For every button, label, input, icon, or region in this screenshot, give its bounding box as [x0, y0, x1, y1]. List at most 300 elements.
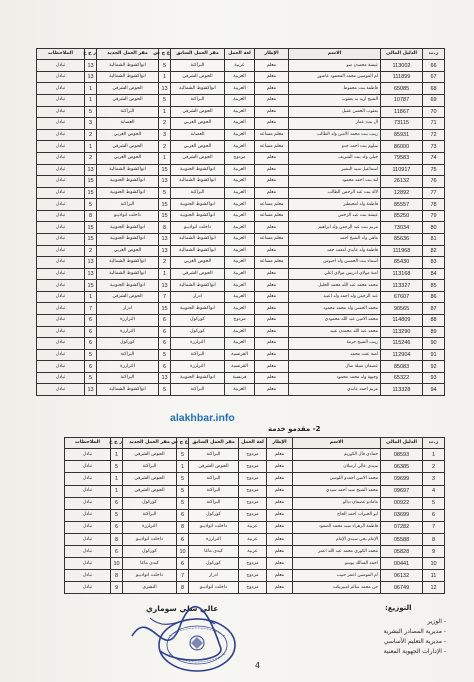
table-cell: 79: [423, 210, 445, 222]
table-cell: 87: [423, 303, 445, 315]
table-cell: 13: [159, 83, 171, 95]
table-cell: 113168: [381, 268, 423, 280]
table-cell: تبادل: [37, 280, 85, 292]
table-cell: العربية: [225, 95, 255, 107]
table-cell: 85430: [381, 257, 423, 269]
table-cell: العربية: [225, 199, 255, 211]
table-cell: 113002: [381, 60, 423, 72]
table-cell: الحوض الغربي: [171, 118, 225, 130]
table-cell: مزدوج: [239, 461, 267, 473]
table-cell: فاطمة الزهراء سيد محمد الصعود: [293, 521, 381, 533]
table-cell: 15: [159, 303, 171, 315]
table-cell: معلم: [255, 176, 289, 188]
table-cell: 08593: [381, 449, 423, 461]
table-cell: 89: [423, 326, 445, 338]
table-row: [37, 384, 445, 396]
table-cell: 8: [177, 521, 189, 533]
table-cell: 1: [85, 83, 97, 95]
table-cell: 94: [423, 384, 445, 396]
table-cell: انواكشوط الجنوبية: [97, 222, 159, 234]
table-cell: محمد عبد الله محمدن عبيد: [289, 326, 381, 338]
table-cell: الحوض الشرقي: [171, 71, 225, 83]
table-cell: فاطمة بنت محفوظ: [289, 83, 381, 95]
table-cell: انواكشوط الشمالية: [171, 83, 225, 95]
table-cell: تبادل: [37, 222, 85, 234]
table-cell: الحوض الشرقي: [123, 449, 177, 461]
table-cell: تبادل: [37, 187, 85, 199]
table-cell: معلم: [255, 315, 289, 327]
table-cell: انواكشوط الجنوبية: [97, 187, 159, 199]
table-cell: انواكشوط الشمالية: [97, 60, 159, 72]
table-cell: تبادل: [37, 361, 85, 373]
table-cell: تبادل: [65, 546, 111, 558]
table-cell: تبادل: [37, 315, 85, 327]
table-cell: 6: [159, 326, 171, 338]
table-cell: معلم: [267, 473, 293, 485]
table-cell: 2: [159, 257, 171, 269]
table-cell: الفرنسية: [225, 361, 255, 373]
table-cell: 115246: [381, 338, 423, 350]
table-cell: 1: [423, 449, 445, 461]
table-cell: 73115: [381, 118, 423, 130]
table-cell: 71: [423, 118, 445, 130]
table-cell: انواكشوط الجنوبية: [97, 233, 159, 245]
table-cell: 77: [423, 187, 445, 199]
table-cell: تبادل: [65, 473, 111, 485]
table-cell: 7: [85, 303, 97, 315]
table-cell: 6: [111, 546, 123, 558]
column-header: لغة العمل: [239, 438, 267, 449]
table-cell: معلم: [255, 384, 289, 396]
table-cell: 6: [177, 558, 189, 570]
table-cell: معلم: [267, 558, 293, 570]
table-cell: العربية: [225, 233, 255, 245]
table-cell: 2: [85, 152, 97, 164]
table-cell: معلم: [255, 222, 289, 234]
table-row: [65, 533, 445, 545]
table-cell: تبادل: [37, 141, 85, 153]
table-cell: العربية: [225, 384, 255, 396]
table-cell: تبادل: [37, 95, 85, 107]
table-cell: 12892: [381, 187, 423, 199]
table-cell: ام المومنين محمد المحمود عاشور: [289, 71, 381, 83]
table-cell: تبادل: [37, 176, 85, 188]
table-cell: لنة بنت احمد محمود: [289, 176, 381, 188]
table-cell: 85557: [381, 199, 423, 211]
table-cell: مريم بنت عبد الرحمن ولد ابراهيم: [289, 222, 381, 234]
table-cell: الحوض الشرقي: [97, 83, 159, 95]
table-cell: عيشة بنت عبد الرحمن: [289, 210, 381, 222]
table-cell: مزدوج: [239, 449, 267, 461]
table-cell: 15: [159, 199, 171, 211]
table-cell: 111899: [381, 71, 423, 83]
table-cell: عصمان سيلة صال: [289, 361, 381, 373]
table-cell: تبادل: [65, 449, 111, 461]
table-cell: 8: [177, 582, 189, 594]
table-cell: 13: [85, 164, 97, 176]
table-row: [37, 152, 445, 164]
table-cell: 1: [111, 473, 123, 485]
column-header: ع ج س: [159, 49, 171, 60]
table-cell: 13: [159, 372, 171, 384]
table-cell: تبادل: [37, 303, 85, 315]
signature-icon: [120, 596, 240, 676]
table-cell: معلم: [255, 83, 289, 95]
column-header: ر ج ع: [85, 49, 97, 60]
table-cell: انواكشوط الشمالية: [97, 164, 159, 176]
table-cell: العربية: [225, 118, 255, 130]
table-cell: الحوض الغربي: [97, 129, 159, 141]
table-cell: 2: [85, 129, 97, 141]
table-cell: العربية: [225, 164, 255, 176]
table-cell: كيدي ماغا: [189, 546, 239, 558]
table-cell: معلم: [255, 164, 289, 176]
table-cell: عربية: [239, 521, 267, 533]
table-cell: العربية: [225, 106, 255, 118]
table-cell: 05588: [381, 533, 423, 545]
table-cell: 82: [423, 245, 445, 257]
table-cell: مزدوج: [239, 570, 267, 582]
distribution-item: - مديرية التعليم الأساسي: [383, 638, 446, 645]
table-cell: 9: [111, 582, 123, 594]
table-cell: معلم: [255, 71, 289, 83]
table-cell: 8: [85, 210, 97, 222]
table-cell: ادرار: [97, 303, 159, 315]
table-cell: 6: [159, 315, 171, 327]
table-cell: تبادل: [65, 497, 111, 509]
table-cell: 88: [423, 315, 445, 327]
column-header: مقر العمل الجديد: [123, 438, 177, 449]
table-header-row: [37, 49, 445, 60]
table-cell: الحوض الشرقي: [97, 95, 159, 107]
table-cell: الشيخ ازيد به يعقوب: [289, 95, 381, 107]
table-cell: معلم: [255, 303, 289, 315]
table-cell: مريم احمد عابدي: [289, 384, 381, 396]
table-cell: 09697: [381, 485, 423, 497]
table-cell: الترارزة: [189, 533, 239, 545]
table-cell: 74: [423, 152, 445, 164]
table-cell: 1: [111, 449, 123, 461]
table-cell: العربية: [225, 291, 255, 303]
table-cell: كوركول: [171, 315, 225, 327]
table-cell: البراكنة: [171, 187, 225, 199]
table-cell: كيدي ماغا: [123, 558, 177, 570]
table-cell: 5: [177, 449, 189, 461]
signer-name: عالي سلي سوماري: [146, 604, 219, 613]
table-cell: معلم مساعد: [255, 129, 289, 141]
table-cell: البراكنة: [123, 509, 177, 521]
table-cell: وجيهة ولد محمد محمود: [289, 372, 381, 384]
table-cell: احمد السالك يوسو: [293, 558, 381, 570]
table-cell: 66: [423, 60, 445, 72]
distribution-item: - مديرية المصادر البشرية: [383, 628, 446, 635]
table-cell: انواكشوط الشمالية: [171, 233, 225, 245]
table-row: [37, 106, 445, 118]
table-cell: مزدوج: [239, 497, 267, 509]
transfer-table-teachers: [36, 48, 445, 396]
table-cell: انواكشوط الشمالية: [171, 280, 225, 292]
table-cell: 05828: [381, 546, 423, 558]
table-row: [65, 546, 445, 558]
table-cell: 85636: [381, 233, 423, 245]
table-cell: تبادل: [65, 461, 111, 473]
table-row: [65, 570, 445, 582]
table-cell: البراكنة: [97, 349, 159, 361]
table-cell: الترارزة: [97, 315, 159, 327]
table-cell: 1: [85, 95, 97, 107]
table-row: [37, 83, 445, 95]
table-cell: تبادل: [65, 570, 111, 582]
table-cell: تبادل: [37, 118, 85, 130]
table-cell: 5: [177, 473, 189, 485]
table-cell: عبد الرحمن ولد احمد ولد اعبيد: [289, 291, 381, 303]
table-cell: ابو الخيرات احمد الحاج: [293, 509, 381, 521]
table-cell: معلم: [255, 187, 289, 199]
table-cell: 10: [111, 558, 123, 570]
table-cell: الحوض الغربي: [171, 257, 225, 269]
table-cell: انواكشوط الجنوبية: [171, 210, 225, 222]
table-cell: 67: [423, 71, 445, 83]
table-cell: 92: [423, 361, 445, 373]
table-cell: انواكشوط الشمالية: [97, 268, 159, 280]
table-cell: فرنسية: [225, 372, 255, 384]
table-row: [37, 268, 445, 280]
table-cell: معلم: [255, 245, 289, 257]
column-header: الاسم: [289, 49, 381, 60]
table-cell: 5: [159, 349, 171, 361]
table-cell: 6: [177, 509, 189, 521]
table-cell: ادرار: [189, 570, 239, 582]
table-cell: 5: [423, 497, 445, 509]
table-cell: 15: [85, 176, 97, 188]
table-cell: 80: [423, 222, 445, 234]
table-cell: العربية: [225, 222, 255, 234]
table-cell: 13: [85, 268, 97, 280]
column-header: الملاحظات: [65, 438, 111, 449]
table-cell: 86000: [381, 141, 423, 153]
table-cell: 4: [423, 485, 445, 497]
table-cell: انواكشوط الجنوبية: [97, 176, 159, 188]
table-cell: مزدوج: [239, 473, 267, 485]
table-cell: الحوض الشرقي: [123, 485, 177, 497]
table-cell: العربية: [225, 245, 255, 257]
table-cell: التشري: [123, 582, 177, 594]
table-cell: العربية: [225, 187, 255, 199]
table-cell: 68: [423, 83, 445, 95]
table-cell: 5: [177, 485, 189, 497]
table-cell: 5: [177, 497, 189, 509]
table-cell: 03699: [381, 509, 423, 521]
table-cell: 8: [423, 533, 445, 545]
table-cell: لالة بنت عبد الرحمن الطالب: [289, 187, 381, 199]
table-cell: 3: [423, 473, 445, 485]
table-cell: الحوض الشرقي: [171, 268, 225, 280]
table-row: [37, 222, 445, 234]
transfer-table-service-providers: [64, 437, 445, 594]
column-header: مقر العمل السابق: [189, 438, 239, 449]
table-row: [37, 257, 445, 269]
table-cell: امنة مولاي ادريس مولاي اعلي: [289, 268, 381, 280]
table-cell: 113327: [381, 280, 423, 292]
table-cell: 8: [111, 533, 123, 545]
table-cell: محمد الحسن ولد محمد محمود: [289, 303, 381, 315]
table-row: [37, 187, 445, 199]
table-cell: 2: [159, 141, 171, 153]
table-cell: مامادو عصمان ديالو: [293, 497, 381, 509]
table-cell: كوركول: [123, 497, 177, 509]
table-cell: 84: [423, 268, 445, 280]
table-cell: ادرار: [171, 291, 225, 303]
table-cell: كوركول: [171, 326, 225, 338]
table-cell: حمادي فال الكوريم: [293, 449, 381, 461]
table-cell: 81: [423, 233, 445, 245]
table-cell: سلوم بنت احمد جدو: [289, 141, 381, 153]
table-cell: معلم: [267, 521, 293, 533]
table-cell: داخلت انواذيبو: [123, 533, 177, 545]
table-row: [37, 95, 445, 107]
table-cell: العربية: [225, 268, 255, 280]
table-cell: الترارزة: [123, 521, 177, 533]
table-header-row: [65, 438, 445, 449]
table-cell: 1: [159, 106, 171, 118]
table-cell: البراكنة: [123, 461, 177, 473]
table-cell: 5: [159, 60, 171, 72]
table-cell: داخلت انواذيبو: [171, 222, 225, 234]
table-cell: محمد الامين احمدو اللوسي: [293, 473, 381, 485]
table-cell: العربية: [225, 338, 255, 350]
table-cell: 13: [85, 60, 97, 72]
table-cell: 7: [159, 291, 171, 303]
table-cell: معلم: [255, 338, 289, 350]
table-cell: 1: [159, 71, 171, 83]
table-cell: الترارزة: [171, 361, 225, 373]
table-cell: معلم مساعد: [255, 257, 289, 269]
table-cell: معلم: [255, 280, 289, 292]
table-cell: العربية: [225, 141, 255, 153]
table-cell: عربية: [239, 546, 267, 558]
table-cell: 12: [423, 582, 445, 594]
table-cell: عربية: [239, 533, 267, 545]
table-cell: 85250: [381, 210, 423, 222]
table-cell: 1: [85, 141, 97, 153]
table-cell: البراكنة: [171, 384, 225, 396]
table-cell: 7: [177, 570, 189, 582]
table-cell: العربية: [225, 176, 255, 188]
table-cell: 07282: [381, 521, 423, 533]
table-cell: 113328: [381, 384, 423, 396]
table-cell: تبادل: [65, 521, 111, 533]
table-cell: البراكنة: [97, 106, 159, 118]
table-cell: 9: [423, 546, 445, 558]
table-cell: معلم: [255, 95, 289, 107]
table-cell: تبادل: [37, 152, 85, 164]
table-cell: 75: [423, 164, 445, 176]
table-cell: الحوض الغربي: [97, 152, 159, 164]
table-cell: 6: [159, 338, 171, 350]
table-cell: معلم: [267, 485, 293, 497]
table-cell: 13: [159, 245, 171, 257]
table-row: [37, 210, 445, 222]
table-cell: انواكشوط الجنوبية: [171, 199, 225, 211]
table-cell: انواكشوط الشمالية: [97, 257, 159, 269]
table-cell: 5: [159, 95, 171, 107]
table-cell: 65085: [381, 83, 423, 95]
table-cell: اسماء بنت الحسين ولد احبوس: [289, 257, 381, 269]
distribution-item: - الإدارات الجهوية المعنية: [383, 648, 446, 655]
table-cell: محمد الكوري محمد عبد الله اعمر: [293, 546, 381, 558]
table-cell: 1: [159, 152, 171, 164]
table-cell: 10: [177, 546, 189, 558]
table-cell: انواكشوط الجنوبية: [171, 303, 225, 315]
table-row: [37, 349, 445, 361]
table-cell: معلم: [267, 461, 293, 473]
distribution-item: - الوزير: [427, 618, 446, 625]
table-cell: تبادل: [37, 291, 85, 303]
table-row: [37, 199, 445, 211]
table-cell: الترارزة: [97, 361, 159, 373]
table-row: [37, 303, 445, 315]
table-cell: البراكنة: [189, 473, 239, 485]
table-cell: 13: [85, 257, 97, 269]
table-cell: فاطمة ولد امحيطير: [289, 199, 381, 211]
table-cell: سيدي عالي ارسلان: [293, 461, 381, 473]
table-cell: العربية: [225, 71, 255, 83]
table-cell: زينب الشيخ حرمة: [289, 338, 381, 350]
table-cell: 1: [177, 461, 189, 473]
table-cell: انواكشوط الشمالية: [171, 245, 225, 257]
table-cell: 13: [159, 176, 171, 188]
table-cell: معلم مساعد: [255, 233, 289, 245]
table-cell: البراكنة: [171, 349, 225, 361]
table-cell: 76: [423, 176, 445, 188]
table-cell: العصابة: [171, 129, 225, 141]
table-cell: تبادل: [37, 245, 85, 257]
page-number: 4: [255, 661, 261, 670]
table-cell: الحوض الغربي: [97, 245, 159, 257]
table-cell: 6: [85, 326, 97, 338]
table-cell: مزدوج: [225, 315, 255, 327]
table-cell: 83: [423, 257, 445, 269]
table-cell: 6: [111, 497, 123, 509]
table-cell: العربية: [225, 83, 255, 95]
table-cell: تبادل: [37, 210, 85, 222]
table-cell: داخلت انواذيبو: [189, 521, 239, 533]
table-cell: الحوض الشرقي: [171, 152, 225, 164]
table-cell: انواكشوط الجنوبية: [171, 372, 225, 384]
table-cell: مزدوج: [239, 509, 267, 521]
table-cell: تبادل: [37, 129, 85, 141]
table-cell: العربية: [225, 210, 255, 222]
table-cell: مزدوج: [239, 582, 267, 594]
table-cell: محمد محمد عبد الله محمد الخليل: [289, 280, 381, 292]
table-cell: 06749: [381, 582, 423, 594]
table-cell: 15: [159, 164, 171, 176]
table-cell: انواكشوط الجنوبية: [97, 280, 159, 292]
table-cell: الفرنسية: [225, 349, 255, 361]
table-row: [65, 461, 445, 473]
table-row: [65, 509, 445, 521]
table-cell: معلم: [255, 268, 289, 280]
table-cell: الحوض الشرقي: [97, 141, 159, 153]
table-cell: 67607: [381, 291, 423, 303]
table-cell: 11867: [381, 106, 423, 118]
table-cell: تبادل: [37, 83, 85, 95]
table-cell: الإمام يحي سيدي الإمام: [293, 533, 381, 545]
table-cell: معلم: [255, 118, 289, 130]
table-cell: 85083: [381, 361, 423, 373]
table-cell: 2: [85, 245, 97, 257]
table-cell: 91: [423, 349, 445, 361]
